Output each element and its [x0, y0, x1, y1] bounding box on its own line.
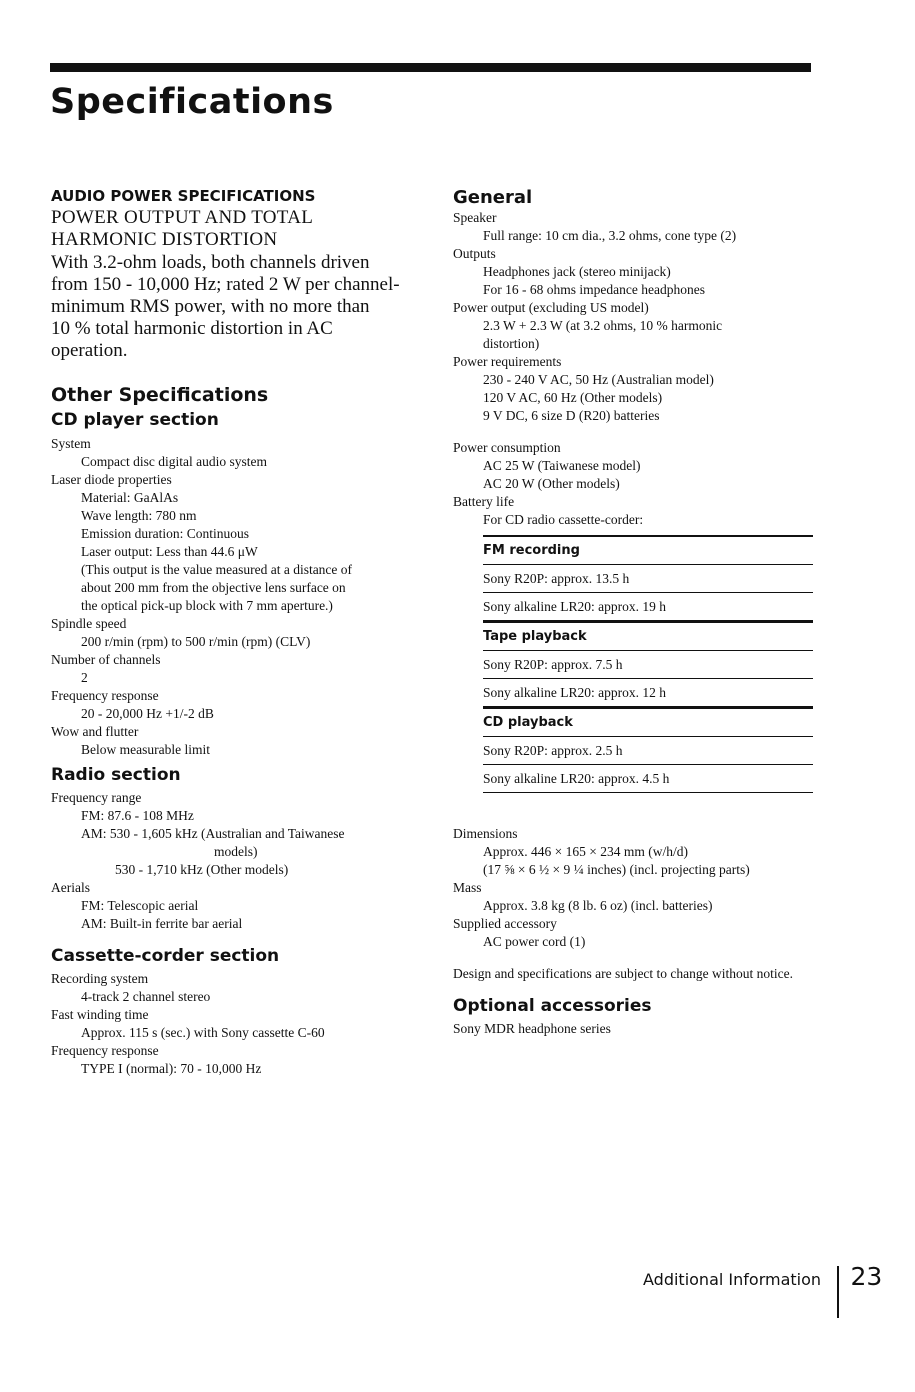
spec-label: Wow and flutter [51, 724, 139, 739]
spec-value: Material: GaAlAs [81, 490, 179, 505]
audio-text-line: from 150 - 10,000 Hz; rated 2 W per channel- [51, 274, 400, 295]
spec-value: 230 - 240 V AC, 50 Hz (Australian model) [483, 372, 714, 387]
spec-value: 4-track 2 channel stereo [81, 989, 211, 1004]
spec-value: about 200 mm from the objective lens surface on [81, 580, 346, 595]
spec-label: Battery life [453, 494, 515, 509]
general-heading: General [453, 187, 533, 208]
cassette-heading: Cassette-corder section [51, 946, 280, 966]
spec-value: Approx. 446 × 165 × 234 mm (w/h/d) [483, 844, 688, 859]
spec-label: Laser diode properties [51, 472, 172, 487]
audio-sub-line: POWER OUTPUT AND TOTAL [51, 207, 314, 228]
spec-label: Dimensions [453, 826, 518, 841]
spec-value: (17 ⅝ × 6 ½ × 9 ¼ inches) (incl. projecting parts) [483, 862, 750, 877]
spec-label: Power consumption [453, 440, 561, 455]
design-note: Design and specifications are subject to change without notice. [453, 966, 794, 981]
cd-player-specs [51, 435, 436, 759]
spec-value: AC 25 W (Taiwanese model) [483, 458, 641, 473]
battery-table-row: Sony alkaline LR20: approx. 4.5 h [483, 765, 813, 793]
spec-value: Emission duration: Continuous [81, 526, 250, 541]
spec-label: Mass [453, 880, 482, 895]
spec-value: FM: 87.6 - 108 MHz [81, 808, 194, 823]
audio-text-line: operation. [51, 340, 128, 361]
battery-table-row: Sony R20P: approx. 13.5 h [483, 565, 813, 593]
spec-value: Full range: 10 cm dia., 3.2 ohms, cone type (2) [483, 228, 737, 243]
spec-value: 20 - 20,000 Hz +1/-2 dB [81, 706, 214, 721]
spec-value: Approx. 3.8 kg (8 lb. 6 oz) (incl. batteries) [483, 898, 713, 913]
spec-value: For 16 - 68 ohms impedance headphones [483, 282, 705, 297]
spec-value: AC power cord (1) [483, 934, 586, 949]
spec-value: Headphones jack (stereo minijack) [483, 264, 671, 279]
spec-value: For CD radio cassette-corder: [483, 512, 644, 527]
spec-value: 2.3 W + 2.3 W (at 3.2 ohms, 10 % harmonic [483, 318, 723, 333]
spec-value: Compact disc digital audio system [81, 454, 267, 469]
spec-value: Approx. 115 s (sec.) with Sony cassette C-60 [81, 1025, 325, 1040]
page-number: 23 [850, 1262, 883, 1291]
spec-label: Spindle speed [51, 616, 127, 631]
spec-value: AM: Built-in ferrite bar aerial [81, 916, 243, 931]
spec-value: the optical pick-up block with 7 mm aperture.) [81, 598, 333, 613]
spec-value: models) [214, 844, 258, 859]
battery-table-row: Sony alkaline LR20: approx. 19 h [483, 593, 813, 621]
left-column [51, 186, 436, 1078]
radio-specs [51, 789, 436, 933]
spec-value: 530 - 1,710 kHz (Other models) [115, 862, 289, 877]
optional-accessories-heading: Optional accessories [453, 996, 652, 1016]
spec-value: Below measurable limit [81, 742, 210, 757]
battery-table-heading: Tape playback [483, 621, 813, 651]
battery-table-heading: CD playback [483, 707, 813, 737]
audio-power-text [51, 252, 436, 362]
spec-label: System [51, 436, 91, 451]
battery-table-row: Sony R20P: approx. 2.5 h [483, 737, 813, 765]
spec-label: Outputs [453, 246, 496, 261]
battery-table-heading: FM recording [483, 535, 813, 565]
spec-label: Aerials [51, 880, 90, 895]
audio-sub-line: HARMONIC DISTORTION [51, 229, 278, 250]
battery-table-row: Sony R20P: approx. 7.5 h [483, 651, 813, 679]
page-footer [643, 1262, 882, 1318]
audio-text-line: minimum RMS power, with no more than [51, 296, 370, 317]
audio-text-line: 10 % total harmonic distortion in AC [51, 318, 333, 339]
page-title: Specifications [50, 82, 334, 122]
spec-value: TYPE I (normal): 70 - 10,000 Hz [81, 1061, 262, 1076]
spec-value: 120 V AC, 60 Hz (Other models) [483, 390, 663, 405]
spec-value: (This output is the value measured at a distance of [81, 562, 353, 577]
spec-label: Speaker [453, 210, 497, 225]
spec-value: FM: Telescopic aerial [81, 898, 199, 913]
spec-label: Frequency response [51, 1043, 159, 1058]
spec-value: AM: 530 - 1,605 kHz (Australian and Taiwanese [81, 826, 345, 841]
spec-label: Fast winding time [51, 1007, 149, 1022]
spec-value: AC 20 W (Other models) [483, 476, 620, 491]
general-specs [453, 209, 813, 425]
battery-life-table [483, 535, 813, 793]
spec-value: 9 V DC, 6 size D (R20) batteries [483, 408, 660, 423]
radio-heading: Radio section [51, 765, 181, 785]
cassette-specs [51, 970, 436, 1078]
footer-section-label: Additional Information [643, 1270, 822, 1289]
spec-label: Number of channels [51, 652, 161, 667]
spec-label: Supplied accessory [453, 916, 557, 931]
dimension-specs [453, 825, 813, 951]
spec-value: Laser output: Less than 44.6 μW [81, 544, 258, 559]
spec-label: Power output (excluding US model) [453, 300, 649, 315]
optional-accessories-text: Sony MDR headphone series [453, 1021, 611, 1036]
cd-player-heading: CD player section [51, 410, 219, 430]
spec-label: Frequency response [51, 688, 159, 703]
footer-divider [837, 1266, 839, 1318]
right-column [453, 186, 813, 1038]
spec-label: Recording system [51, 971, 149, 986]
spec-value: Wave length: 780 nm [81, 508, 197, 523]
other-specifications-heading: Other Specifications [51, 384, 269, 406]
spec-value: distortion) [483, 336, 540, 351]
audio-text-line: With 3.2-ohm loads, both channels driven [51, 252, 370, 273]
audio-power-subheading [51, 207, 436, 251]
spec-label: Power requirements [453, 354, 562, 369]
battery-table-row: Sony alkaline LR20: approx. 12 h [483, 679, 813, 707]
spec-label: Frequency range [51, 790, 142, 805]
top-rule [50, 63, 811, 72]
audio-power-heading: AUDIO POWER SPECIFICATIONS [51, 187, 316, 205]
power-specs [453, 439, 813, 529]
spec-value: 200 r/min (rpm) to 500 r/min (rpm) (CLV) [81, 634, 311, 649]
spec-value: 2 [81, 670, 88, 685]
